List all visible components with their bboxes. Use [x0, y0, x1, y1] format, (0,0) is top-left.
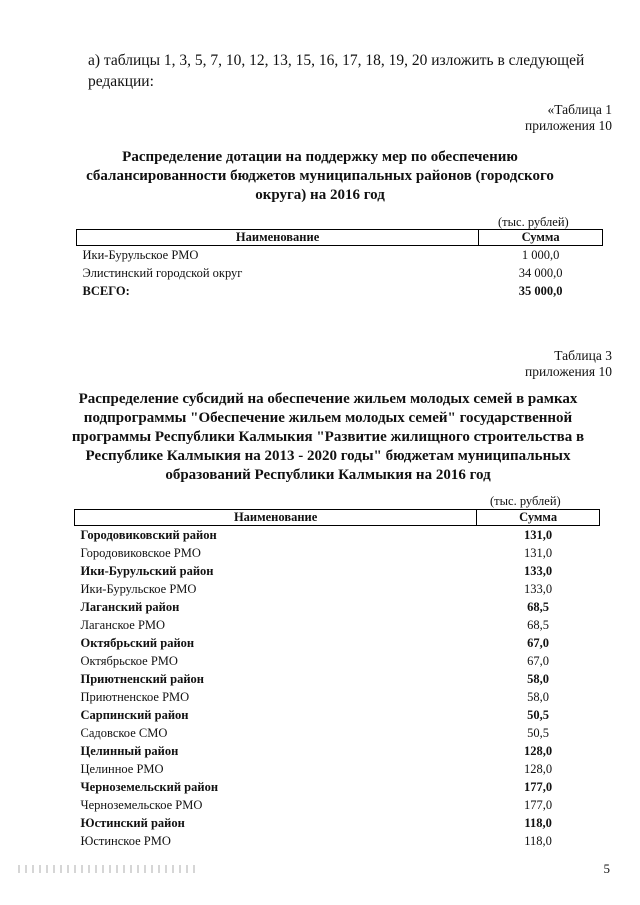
row-name: ВСЕГО:: [82, 283, 130, 298]
table-row: [75, 562, 600, 580]
row-value: 50,5: [527, 707, 550, 722]
row-name: Черноземельский район: [80, 779, 219, 794]
row-value: 50,5: [527, 725, 550, 740]
table-row: [75, 796, 600, 814]
table1-header-sum: Сумма: [479, 230, 603, 246]
row-name: Целинный район: [80, 743, 179, 758]
table3-ref-line2: приложения 10: [524, 364, 612, 379]
row-name: Ики-Бурульское РМО: [80, 581, 197, 596]
row-name: Лаганское РМО: [80, 617, 166, 632]
row-name: Приютненский район: [80, 671, 204, 686]
row-name: Ики-Бурульское РМО: [82, 247, 199, 262]
table1-reference: [525, 102, 612, 134]
table1-ref-line2: приложения 10: [524, 118, 612, 133]
table-row: [75, 526, 600, 545]
row-value: 131,0: [524, 545, 553, 560]
table-row: [75, 760, 600, 778]
row-name: Юстинское РМО: [80, 833, 171, 848]
row-name: Городовиковское РМО: [80, 545, 201, 560]
row-value: 133,0: [524, 563, 553, 578]
table3-unit: (тыс. рублей): [490, 494, 561, 508]
row-value: 35 000,0: [518, 283, 563, 298]
table-row: [77, 264, 603, 282]
table-row: [75, 814, 600, 832]
row-name: Целинное РМО: [80, 761, 164, 776]
row-value: 58,0: [527, 671, 550, 686]
row-value: 133,0: [524, 581, 553, 596]
row-value: 58,0: [527, 689, 550, 704]
row-name: Приютненское РМО: [80, 689, 190, 704]
row-value: 34 000,0: [518, 265, 563, 280]
row-value: 128,0: [524, 743, 553, 758]
table-row: [75, 580, 600, 598]
table-row: [75, 634, 600, 652]
row-name: Городовиковский район: [80, 527, 217, 542]
scan-noise: [18, 865, 198, 873]
table3-title: Распределение субсидий на обеспечение жильем молодых семей в рамках подпрограммы "Обеспечение жильем молодых семей" государственной программы Республики Калмыкия "Развитие жилищного строительства в Республике Калмыкия на 2013 - 2020 годы" бюджетам муниципальных образований Республики Калмыкия на 2016 год: [71, 391, 585, 483]
row-name: Октябрьский район: [80, 635, 195, 650]
row-value: 67,0: [527, 653, 550, 668]
table-row: [75, 616, 600, 634]
page-number: 5: [603, 861, 610, 876]
table3-header-name: Наименование: [75, 510, 477, 526]
row-name: Элистинский городской округ: [82, 265, 243, 280]
table1: [76, 229, 603, 300]
row-value: 1 000,0: [521, 247, 560, 262]
table-row: [75, 724, 600, 742]
row-name: Ики-Бурульский район: [80, 563, 214, 578]
table1-header-name: Наименование: [77, 230, 479, 246]
row-name: Садовское СМО: [80, 725, 168, 740]
table3-header-sum: Сумма: [477, 510, 600, 526]
table-row: [77, 246, 603, 265]
table3: [74, 509, 600, 850]
intro-paragraph: а) таблицы 1, 3, 5, 7, 10, 12, 13, 15, 16, 17, 18, 19, 20 изложить в следующей редакции:: [88, 52, 585, 90]
table-row: [75, 706, 600, 724]
table3-ref-line1: Таблица 3: [554, 348, 612, 363]
table3-reference: [525, 348, 612, 380]
row-name: Юстинский район: [80, 815, 185, 830]
table-row: [75, 670, 600, 688]
row-value: 177,0: [524, 779, 553, 794]
row-value: 68,5: [527, 599, 550, 614]
row-value: 131,0: [524, 527, 553, 542]
row-name: Лаганский район: [80, 599, 180, 614]
table-row: [75, 544, 600, 562]
table1-unit: (тыс. рублей): [498, 215, 569, 229]
row-value: 118,0: [524, 833, 552, 848]
row-value: 118,0: [524, 815, 552, 830]
table1-ref-line1: «Таблица 1: [547, 102, 612, 117]
row-value: 68,5: [527, 617, 550, 632]
row-name: Черноземельское РМО: [80, 797, 203, 812]
row-name: Октябрьское РМО: [80, 653, 178, 668]
table-row: [75, 832, 600, 850]
row-value: 67,0: [527, 635, 550, 650]
table-row: [75, 598, 600, 616]
table-row: [75, 778, 600, 796]
row-name: Сарпинский район: [80, 707, 189, 722]
table-row: [77, 282, 603, 300]
table1-title: Распределение дотации на поддержку мер по обеспечению сбалансированности бюджетов муниципальных районов (городского округа) на 2016 год: [86, 149, 554, 203]
row-value: 177,0: [524, 797, 553, 812]
table-row: [75, 742, 600, 760]
table-row: [75, 652, 600, 670]
row-value: 128,0: [524, 761, 553, 776]
table-row: [75, 688, 600, 706]
